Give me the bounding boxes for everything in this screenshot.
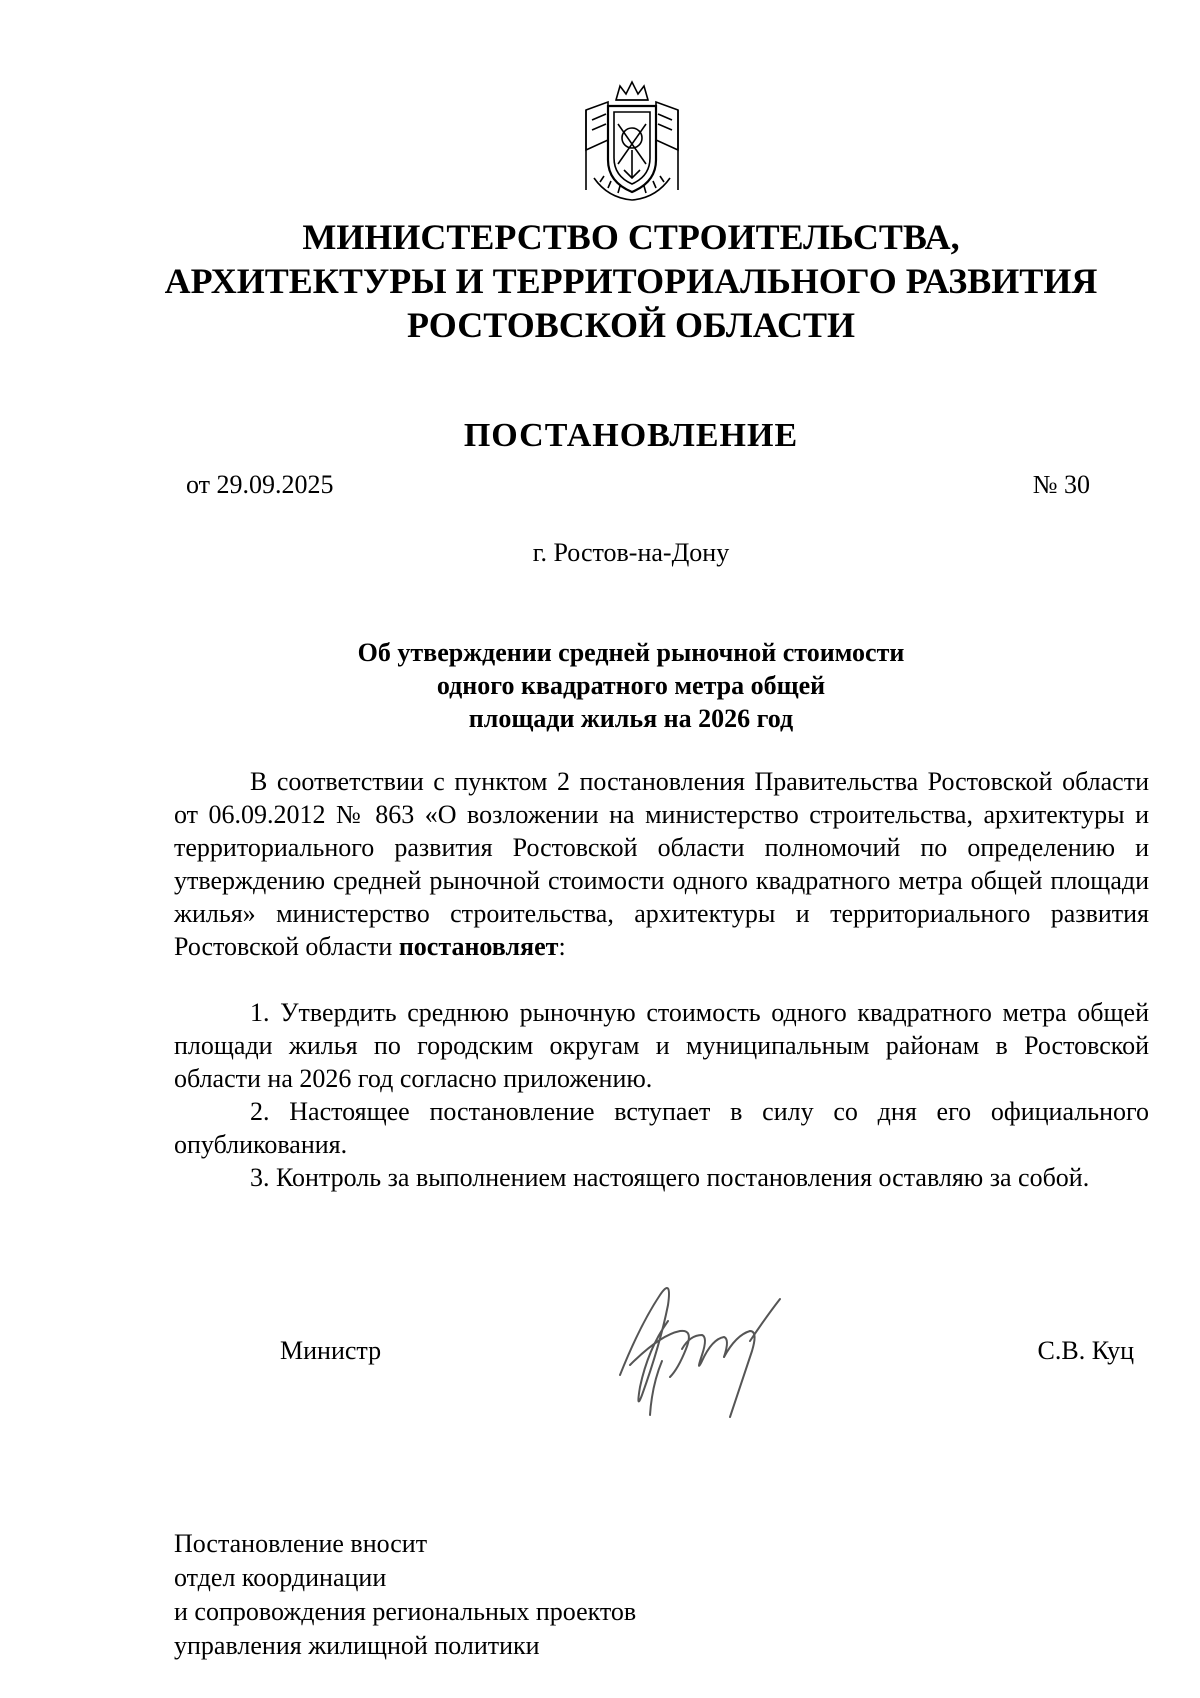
preamble-end: : [558,932,566,961]
document-date: от 29.09.2025 [186,470,334,499]
subject-line: площади жилья на 2026 год [468,704,794,733]
clause-paragraph: 1. Утвердить среднюю рыночную стоимость одного квадратного метра общей площади жилья по городским округам и муниципальным районам в Ростовской области на 2026 год согласно приложению. [174,998,1149,1093]
ministry-name [0,215,1200,347]
coat-of-arms-icon [578,80,686,204]
clause-paragraph: 2. Настоящее постановление вступает в силу со дня его официального опубликования. [174,1097,1149,1159]
footer-note [174,1527,636,1663]
ministry-line: АРХИТЕКТУРЫ И ТЕРРИТОРИАЛЬНОГО РАЗВИТИЯ [164,261,1098,301]
ministry-line: РОСТОВСКОЙ ОБЛАСТИ [407,305,855,345]
preamble-bold-verb: постановляет [398,932,559,961]
preamble-paragraph [174,765,1149,963]
signatory-title: Министр [280,1336,382,1365]
clause-paragraph: 3. Контроль за выполнением настоящего постановления оставляю за собой. [250,1163,1090,1192]
footer-line: управления жилищной политики [174,1631,540,1660]
document-subject [0,636,1200,735]
document-city: г. Ростов-на-Дону [532,538,730,567]
subject-line: Об утверждении средней рыночной стоимости [357,638,905,667]
document-number: № 30 [1032,470,1090,499]
document-body [174,765,1149,1194]
signatory-name: С.В. Куц [1037,1336,1134,1365]
document-type-title: ПОСТАНОВЛЕНИЕ [463,417,799,454]
footer-line: Постановление вносит [174,1529,428,1558]
footer-line: и сопровождения региональных проектов [174,1597,637,1626]
ministry-line: МИНИСТЕРСТВО СТРОИТЕЛЬСТВА, [302,217,960,257]
footer-line: отдел координации [174,1563,387,1592]
preamble-text: В соответствии с пунктом 2 постановления Правительства Ростовской области от 06.09.2012 № 863 «О возложении на министерство строительства, архитектуры и территориального развития Ростовской области полномочий по определению и утверждению средней рыночной стоимости одного квадратного метра общей площади жилья» министерство строительства, архитектуры и территориального развития Ростовской области [174,767,1149,961]
handwritten-signature-icon [590,1265,850,1425]
subject-line: одного квадратного метра общей [436,671,826,700]
